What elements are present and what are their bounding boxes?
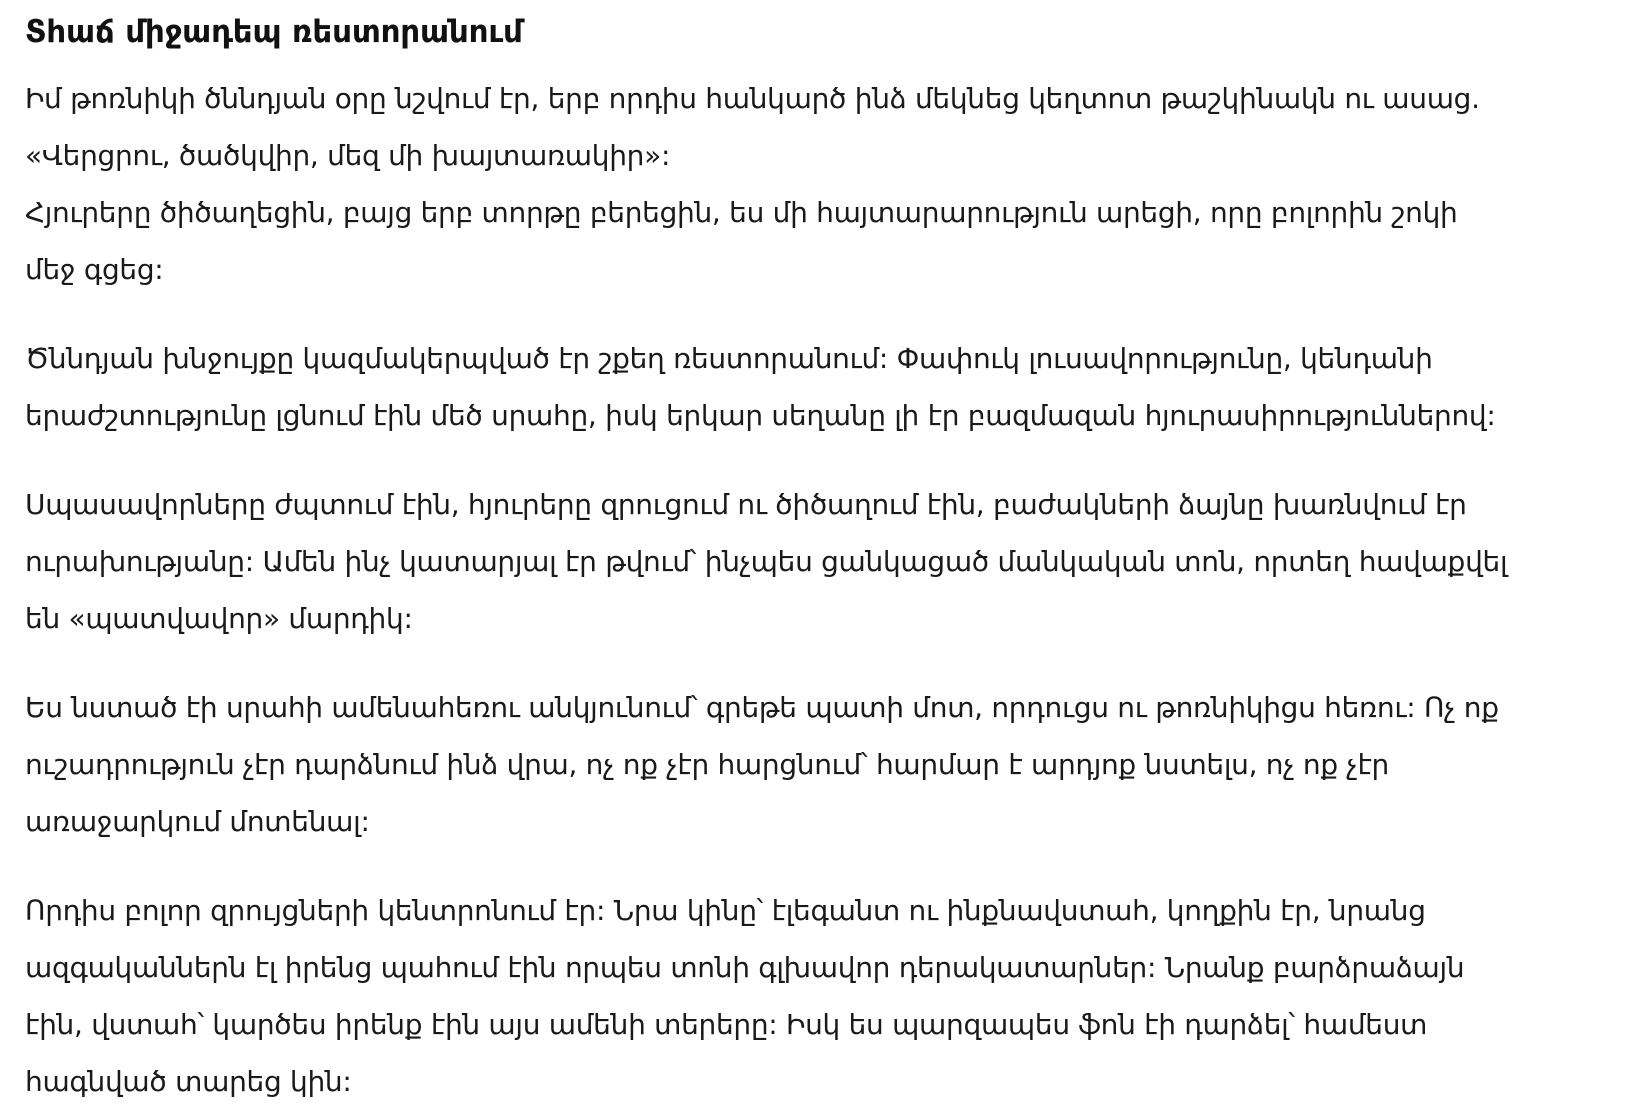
- paragraph-2: [25, 330, 1600, 444]
- paragraph-5: [25, 882, 1600, 1110]
- paragraph-line: ուշադրություն չէր դարձնում ինձ վրա, ոչ ոք չէր հարցնում՝ հարմար է արդյոք նստելս, ոչ ոք չէր: [25, 748, 1390, 781]
- paragraph-line: առաջարկում մոտենալ:: [25, 805, 370, 838]
- paragraph-line: ուրախությանը: Ամեն ինչ կատարյալ էր թվում՝ ինչպես ցանկացած մանկական տոն, որտեղ հավաքվել: [25, 545, 1508, 578]
- paragraph-1: [25, 70, 1600, 298]
- paragraph-line: հագնված տարեց կին:: [25, 1065, 352, 1098]
- article-title: Տհաճ միջադեպ ռեստորանում: [25, 14, 523, 50]
- paragraph-line: Հյուրերը ծիծաղեցին, բայց երբ տորթը բերեցին, ես մի հայտարարություն արեցի, որը բոլորին շոկի: [25, 196, 1458, 229]
- paragraph-line: Ես նստած էի սրահի ամենահեռու անկյունում՝ գրեթե պատի մոտ, որդուցս ու թոռնիկիցս հեռու: Ոչ ոք: [25, 691, 1499, 724]
- paragraph-line: Որդիս բոլոր զրույցների կենտրոնում էր: Նրա կինը՝ էլեգանտ ու ինքնավստահ, կողքին էր, նրանց: [25, 894, 1426, 927]
- paragraph-4: [25, 679, 1600, 850]
- paragraph-line: Ծննդյան խնջույքը կազմակերպված էր շքեղ ռեստորանում: Փափուկ լուսավորությունը, կենդանի: [25, 342, 1433, 375]
- paragraph-3: [25, 476, 1600, 647]
- paragraph-line: են «պատվավոր» մարդիկ:: [25, 602, 413, 635]
- paragraph-line: Իմ թոռնիկի ծննդյան օրը նշվում էր, երբ որդիս հանկարծ ինձ մեկնեց կեղտոտ թաշկինակն ու ասաց.: [25, 82, 1480, 115]
- paragraph-line: Սպասավորները ժպտում էին, հյուրերը զրուցում ու ծիծաղում էին, բաժակների ձայնը խառնվում էր: [25, 488, 1467, 521]
- paragraph-line: «Վերցրու, ծածկվիր, մեզ մի խայտառակիր»:: [25, 139, 671, 172]
- paragraph-line: երաժշտությունը լցնում էին մեծ սրահը, իսկ երկար սեղանը լի էր բազմազան հյուրասիրություններով:: [25, 399, 1496, 432]
- paragraph-line: մեջ գցեց:: [25, 253, 164, 286]
- paragraph-line: ազգականներն էլ իրենց պահում էին որպես տոնի գլխավոր դերակատարներ: Նրանք բարձրաձայն: [25, 951, 1465, 984]
- paragraph-line: էին, վստահ՝ կարծես իրենք էին այս ամենի տերերը: Իսկ ես պարզապես ֆոն էի դարձել՝ համեստ: [25, 1008, 1428, 1041]
